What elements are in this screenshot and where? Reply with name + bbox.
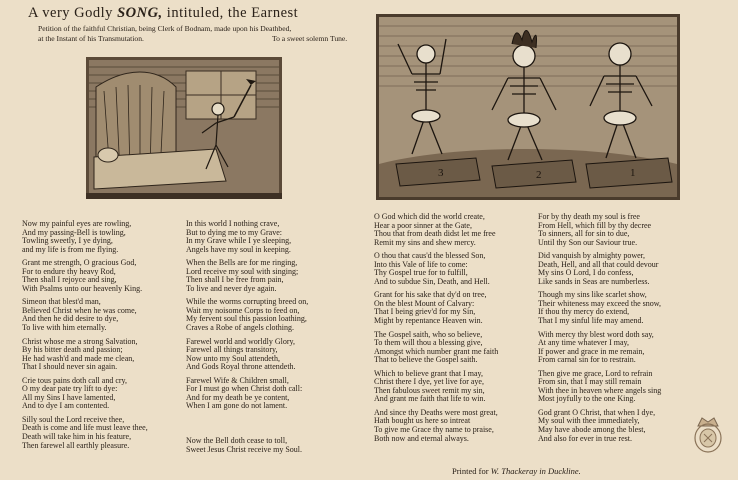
verse-line: Grant me strength, O gracious God, (22, 258, 137, 268)
verse-line: Then shall I be free from pain, (186, 275, 284, 285)
verse-column-2 (186, 220, 308, 411)
ballad-title (28, 5, 348, 22)
verse-line: Thy Gospel true for to fulfill, (374, 268, 468, 278)
verse-line: O thou that caus'd the blessed Son, (374, 251, 486, 261)
verse-line: Did vanquish by almighty power, (538, 251, 645, 261)
verse-line: Which to believe grant that I may, (374, 368, 483, 378)
verse-line: Grant for his sake that dy'd on tree, (374, 290, 487, 300)
ballad-subtitle: Petition of the faithful Christian, being Clerk of Bodnam, made upon his Deathbed, (38, 24, 292, 33)
verse-line: In my Grave while I ye sleeping, (186, 236, 292, 246)
verse-line: Might by repentance Heaven win. (374, 316, 483, 326)
verse-line: With Psalms unto our heavenly King. (22, 283, 143, 293)
verse-column-4 (538, 213, 661, 443)
verse-line: Then fabulous sweet remit my sin, (374, 385, 485, 395)
title-prefix: A very Godly (28, 5, 113, 21)
verse-line: Believed Christ when he was come, (22, 305, 137, 315)
verse-line: From sin, that I may still remain (538, 377, 642, 387)
verse-line: From Hell, which fill by thy decree (538, 220, 652, 230)
title-song: SONG, (117, 5, 163, 21)
verse-line: My fervent soul this passion loathing, (186, 314, 307, 324)
verse-line: And Gods Royal throne attendeth. (186, 362, 296, 372)
grave-number-2: 2 (536, 169, 542, 181)
closing-couplet (186, 436, 302, 454)
imprint (452, 466, 581, 476)
deathbed-woodcut (86, 57, 282, 199)
verse-line: Craves a Robe of angels clothing. (186, 323, 294, 333)
verse-line: Simeon that blest'd man, (22, 297, 101, 307)
verse-line: Farewel all things transitory, (186, 345, 278, 355)
verse-line: With thee in heaven where angels sing (538, 385, 662, 395)
verse-line: And then he did desire to dye, (22, 314, 119, 324)
verse-line: Christ whose me a strong Salvation, (22, 336, 138, 346)
verse-line: Now unto my Soul attendeth, (186, 353, 280, 363)
verse-line: Remit my sins and shew mercy. (374, 237, 476, 247)
verse-line: Death is come and life must leave thee, (22, 423, 148, 433)
verse-line: In this world I nothing crave, (186, 219, 280, 228)
verse-line: Both now and eternal always. (374, 433, 469, 443)
verse-line: When I am gone do not lament. (186, 401, 288, 411)
verse-line: But to dying me to my Grave: (186, 227, 282, 237)
verse-line: Until thy Son our Saviour true. (538, 237, 638, 247)
verse-line: Then shall I rejoyce and sing, (22, 275, 117, 285)
verse-line: My sins O Lord, I do confess, (538, 268, 634, 278)
verse-line: My soul with thee immediately, (538, 416, 640, 426)
verse-line: With mercy thy blest word doth say, (538, 329, 654, 339)
verse-line: And my passing-Bell is towling, (22, 227, 126, 237)
verse-line: That I being griev'd for my Sin, (374, 307, 476, 317)
verse-line: Farewel world and worldly Glory, (186, 336, 296, 346)
grave-number-1: 1 (630, 167, 636, 179)
verse-line: If power and grace in me remain, (538, 346, 645, 356)
verse-column-1 (22, 220, 148, 450)
closing-line-1: Now the Bell doth cease to toll, (186, 436, 288, 445)
verse-line: That I should never sin again. (22, 362, 118, 372)
verse-line: Into this Vale of life to come: (374, 259, 468, 269)
verse-line: He had wash'd and made me clean, (22, 353, 135, 363)
verse-line: Angels have my soul in keeping. (186, 244, 291, 254)
verse-line: Most joyfully to the one King. (538, 394, 636, 404)
verse-line: Christ there I dye, yet live for aye, (374, 377, 484, 387)
verse-line: Death will take him in his feature, (22, 432, 132, 442)
verse-line: For to endure thy heavy Rod, (22, 266, 116, 276)
verse-line: Crie tous pains doth call and cry, (22, 375, 128, 385)
verse-line: To them will thou a blessing give, (374, 338, 483, 348)
verse-line: And to subdue Sin, Death, and Hell. (374, 276, 490, 286)
verse-line: The Gospel saith, who so believe, (374, 329, 483, 339)
imprint-prefix: Printed for (452, 466, 489, 476)
verse-line: Farewel Wife & Children small, (186, 375, 289, 385)
ballad-subtitle-2: at the Instant of his Transmutation. (38, 34, 144, 43)
verse-line: O God which did the world create, (374, 212, 485, 221)
verse-line: By his bitter death and passion; (22, 345, 123, 355)
verse-line: Now my painful eyes are rowling, (22, 219, 132, 228)
verse-line: All my Sins I have lamented, (22, 392, 116, 402)
verse-line: O my dear pate try lift to dye: (22, 384, 118, 394)
verse-line: To live and never dye again. (186, 283, 277, 293)
verse-line: Silly soul the Lord receive thee, (22, 414, 125, 424)
verse-line: To live with him eternally. (22, 323, 107, 333)
verse-line: When the Bells are for me ringing, (186, 258, 298, 268)
verse-line: Then farewel all earthly pleasure. (22, 440, 130, 450)
library-stamp-icon (692, 412, 724, 454)
verse-line: That I my sinful life may amend. (538, 316, 644, 326)
verse-line: From carnal sin for to restrain. (538, 355, 636, 365)
verse-line: Amongst which number grant me faith (374, 346, 499, 356)
verse-line: At any time whatever I may, (538, 338, 630, 348)
verse-line: While the worms corrupting breed on, (186, 297, 309, 307)
verse-column-3 (374, 213, 498, 443)
verse-line: And for my death be ye content, (186, 392, 290, 402)
verse-line: Towling sweetly, I ye dying, (22, 236, 113, 246)
grave-number-3: 3 (438, 167, 444, 179)
title-suffix: intituled, the Earnest (166, 5, 299, 21)
verse-line: Death, Hell, and all that could devour (538, 259, 659, 269)
imprint-printer: W. Thackeray in Duckline. (490, 466, 581, 476)
verse-line: That to believe the Gospel saith. (374, 355, 478, 365)
verse-line: Hear a poor sinner at the Gate, (374, 220, 472, 230)
closing-line-2: Sweet Jesus Christ receive my Soul. (186, 445, 302, 454)
verse-line: May have abode among the blest, (538, 425, 646, 435)
verse-line: To sinners, all for sin to due, (538, 229, 630, 239)
verse-line: And to dye I am contented. (22, 401, 110, 411)
verse-line: If thou thy mercy do extend, (538, 307, 630, 317)
verse-line: Hath bought us here so intreat (374, 416, 471, 426)
verse-line: And also for ever in true rest. (538, 433, 632, 443)
verse-line: And since thy Deaths were most great, (374, 407, 498, 417)
verse-line: Wait my noisome Corps to feed on, (186, 305, 300, 315)
verse-line: Their whiteness may exceed the snow, (538, 298, 661, 308)
three-skeletons-woodcut (376, 14, 680, 200)
verse-line: To give me Grace thy name to praise, (374, 425, 494, 435)
verse-line: Then give me grace, Lord to refrain (538, 368, 653, 378)
verse-line: For by thy death my soul is free (538, 212, 640, 221)
tune-note: To a sweet solemn Tune. (272, 34, 348, 43)
verse-line: God grant O Christ, that when I dye, (538, 407, 656, 417)
verse-line: And grant me faith that life to win. (374, 394, 486, 404)
verse-line: For I must go when Christ doth call: (186, 384, 303, 394)
verse-line: Though my sins like scarlet show, (538, 290, 647, 300)
verse-line: Thou that from death didst let me free (374, 229, 496, 239)
verse-line: On the blest Mount of Calvary: (374, 298, 475, 308)
verse-line: and my life is from me flying. (22, 244, 119, 254)
verse-line: Like sands in Seas are numberless. (538, 276, 650, 286)
verse-line: Lord receive my soul with singing; (186, 266, 299, 276)
